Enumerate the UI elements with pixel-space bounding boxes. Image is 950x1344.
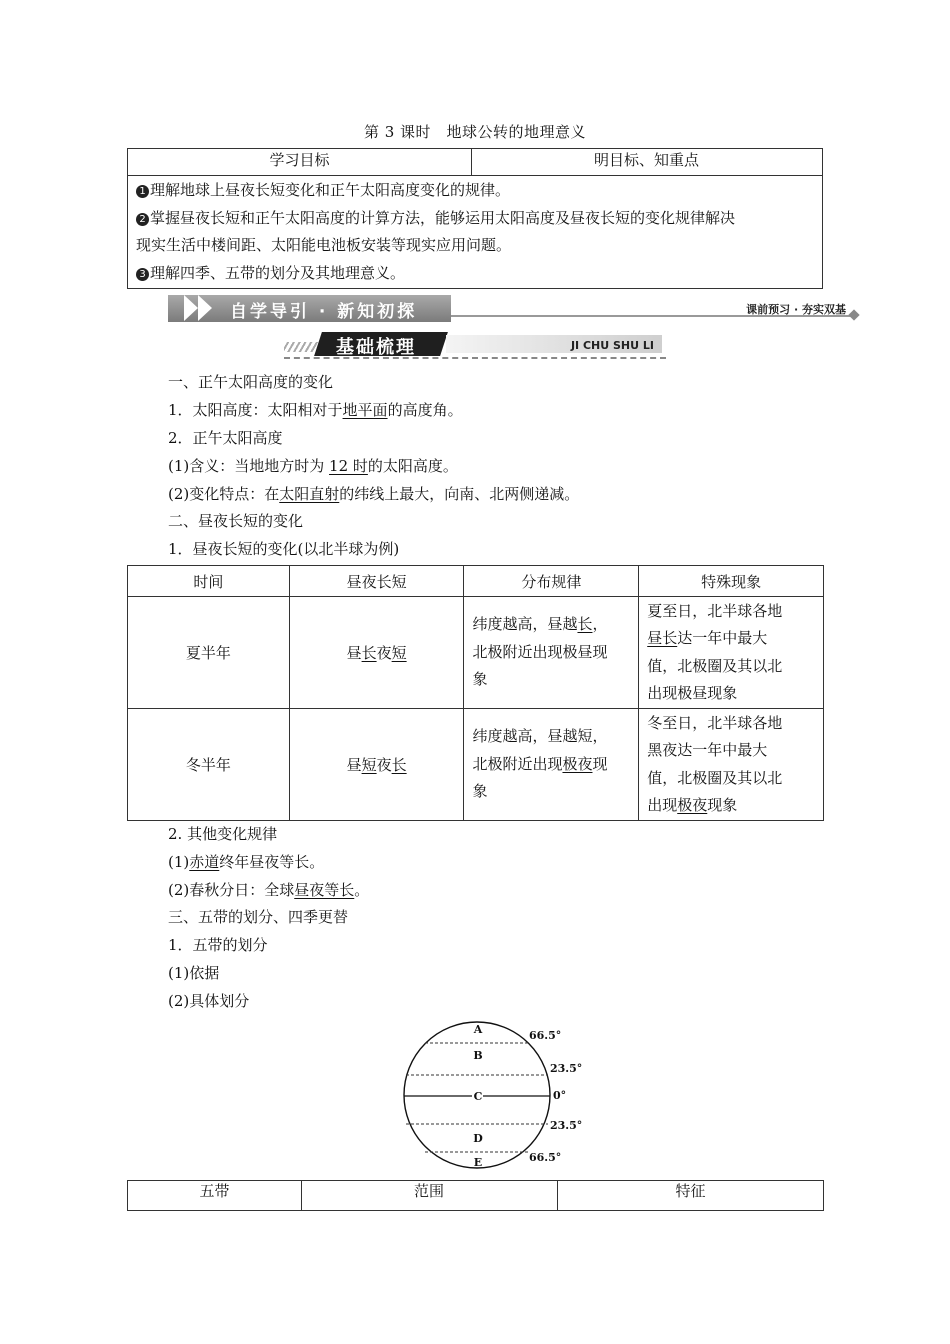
latitude-label: 66.5° [529, 1029, 562, 1042]
answer-blank: 短 [361, 756, 377, 774]
chevron-right-icon [198, 295, 212, 321]
zone-label: A [473, 1023, 483, 1036]
paragraph: (1)含义：当地地方时为 12 时的太阳高度。 [168, 457, 458, 475]
table-cell: 纬度越高，昼越短， 北极附近出现极夜现 象 [464, 709, 639, 821]
zone-label: E [473, 1156, 483, 1169]
zone-label: B [473, 1049, 483, 1062]
paragraph: (2)变化特点：在太阳直射的纬线上最大，向南、北两侧递减。 [168, 485, 580, 503]
section-banner [168, 294, 858, 324]
section-heading: 一、正午太阳高度的变化 [168, 373, 334, 391]
paragraph: 1．太阳高度：太阳相对于地平面的高度角。 [168, 401, 463, 419]
table-header-cell: 特殊现象 [639, 566, 824, 597]
paragraph: (2)春秋分日：全球昼夜等长。 [168, 881, 370, 899]
section-heading: 三、五带的划分、四季更替 [168, 908, 349, 926]
latitude-label: 66.5° [529, 1151, 562, 1164]
table-header-cell: 昼夜长短 [289, 566, 464, 597]
table-header-cell: 五带 [128, 1181, 302, 1210]
sub-banner-pinyin: JI CHU SHU LI [570, 339, 654, 352]
section-heading: 二、昼夜长短的变化 [168, 512, 304, 530]
table-header-row [128, 566, 824, 597]
objective-item: 3 理解四季、五带的划分及其地理意义。 [136, 260, 814, 288]
number-badge-icon: 3 [136, 268, 149, 281]
answer-blank: 地平面 [342, 401, 388, 419]
objectives-list [136, 177, 814, 287]
objectives-header [128, 149, 822, 176]
latitude-label: 0° [553, 1089, 567, 1102]
paragraph: 2．正午太阳高度 [168, 429, 283, 447]
paragraph: 1．昼夜长短的变化(以北半球为例) [168, 540, 400, 558]
table-cell: 昼短夜长 [289, 709, 464, 821]
table-header-cell: 特征 [675, 1182, 706, 1200]
five-zones-globe-diagram [398, 1017, 588, 1173]
objective-item: 2 掌握昼夜长短和正午太阳高度的计算方法，能够运用太阳高度及昼夜长短的变化规律解决 [136, 205, 814, 233]
latitude-label: 23.5° [550, 1062, 583, 1075]
table-cell: 夏半年 [128, 597, 290, 709]
objectives-table [127, 148, 823, 289]
table-row [128, 709, 824, 821]
answer-blank: 长 [577, 615, 593, 634]
chevron-right-icon [184, 295, 198, 321]
objective-item-continued: 现实生活中楼间距、太阳能电池板安装等现实应用问题。 [136, 236, 512, 254]
answer-blank: 长 [391, 756, 407, 774]
table-header-cell: 分布规律 [464, 566, 639, 597]
objective-item: 1 理解地球上昼夜长短变化和正午太阳高度变化的规律。 [136, 177, 814, 205]
number-badge-icon: 1 [136, 185, 149, 198]
table-cell: 夏至日，北半球各地 昼长达一年中最大 值，北极圈及其以北 出现极昼现象 [639, 597, 824, 709]
table-cell: 冬至日，北半球各地 黑夜达一年中最大 值，北极圈及其以北 出现极夜现象 [639, 709, 824, 821]
objectives-header-focus: 明目标、知重点 [593, 151, 699, 169]
paragraph: (1)赤道终年昼夜等长。 [168, 853, 325, 871]
sub-banner [284, 332, 666, 362]
table-header-cell: 时间 [128, 566, 290, 597]
banner-title: 自学导引 · 新知初探 [230, 302, 418, 322]
table-cell: 冬半年 [128, 709, 290, 821]
paragraph: (2)具体划分 [168, 992, 250, 1010]
answer-blank: 赤道 [189, 853, 220, 871]
banner-subtitle: 课前预习 · 夯实双基 [746, 303, 846, 316]
paragraph: 1．五带的划分 [168, 936, 268, 954]
sub-banner-title: 基础梳理 [336, 337, 416, 358]
answer-blank: 昼夜等长 [294, 881, 355, 899]
table-header-cell: 范围 [301, 1181, 558, 1210]
answer-blank: 长 [361, 644, 377, 662]
number-badge-icon: 2 [136, 213, 149, 226]
answer-blank: 极夜 [677, 796, 708, 814]
paragraph: 2. 其他变化规律 [168, 825, 278, 843]
table-cell: 纬度越高，昼越长， 北极附近出现极昼现 象 [464, 597, 639, 709]
dashed-divider [284, 357, 666, 359]
answer-blank: 昼长 [647, 629, 678, 647]
page-title: 第 3 课时 地球公转的地理意义 [363, 123, 587, 141]
five-zones-table [127, 1180, 824, 1211]
answer-blank: 短 [391, 644, 407, 662]
answer-blank: 12 时 [329, 457, 368, 475]
zone-label: D [473, 1132, 483, 1145]
latitude-label: 23.5° [550, 1119, 583, 1132]
answer-blank: 极夜 [562, 754, 593, 773]
zone-label: C [473, 1090, 483, 1103]
table-row [128, 597, 824, 709]
day-night-table [127, 565, 824, 821]
answer-blank: 太阳直射 [279, 485, 340, 503]
paragraph: (1)依据 [168, 964, 220, 982]
objectives-header-goal: 学习目标 [128, 149, 472, 175]
sub-banner-bar [446, 335, 662, 353]
table-cell: 昼长夜短 [289, 597, 464, 709]
diamond-icon [848, 309, 859, 320]
